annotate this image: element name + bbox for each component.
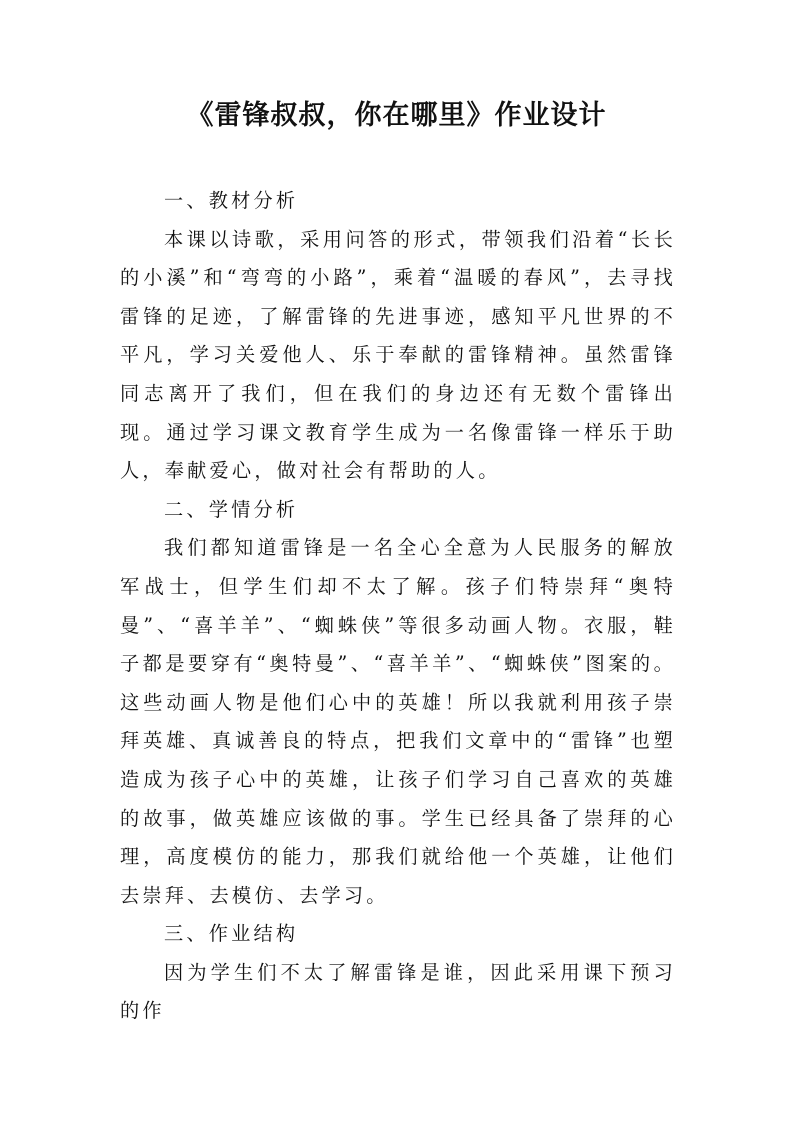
document-body [120, 182, 676, 1031]
document-title: 《雷锋叔叔，你在哪里》作业设计 [186, 100, 607, 131]
section-paragraph-student-analysis: 我们都知道雷锋是一名全心全意为人民服务的解放军战士，但学生们却不太了解。孩子们特崇拜“奥特曼”、“喜羊羊”、“蜘蛛侠”等很多动画人物。衣服，鞋子都是要穿有“奥特曼”、“喜羊羊”、“蜘蛛侠”图案的。这些动画人物是他们心中的英雄！所以我就利用孩子崇拜英雄、真诚善良的特点，把我们文章中的“雷锋”也塑造成为孩子心中的英雄，让孩子们学习自己喜欢的英雄的故事，做英雄应该做的事。学生已经具备了崇拜的心理，高度模仿的能力，那我们就给他一个英雄，让他们去崇拜、去模仿、去学习。 [120, 536, 676, 907]
section-heading-textbook-analysis: 一、教材分析 [164, 189, 299, 212]
section-heading-student-analysis: 二、学情分析 [164, 497, 299, 521]
section-heading-homework-structure: 三、作业结构 [164, 922, 299, 946]
section-paragraph-textbook-analysis: 本课以诗歌，采用问答的形式，带领我们沿着“长长的小溪”和“弯弯的小路”，乘着“温暖的春风”，去寻找雷锋的足迹，了解雷锋的先进事迹，感知平凡世界的不平凡，学习关爱他人、乐于奉献的雷锋精神。虽然雷锋同志离开了我们，但在我们的身边还有无数个雷锋出现。通过学习课文教育学生成为一名像雷锋一样乐于助人，奉献爱心，做对社会有帮助的人。 [120, 227, 676, 483]
section-paragraph-homework-structure: 因为学生们不太了解雷锋是谁，因此采用课下预习的作 [120, 960, 676, 1023]
